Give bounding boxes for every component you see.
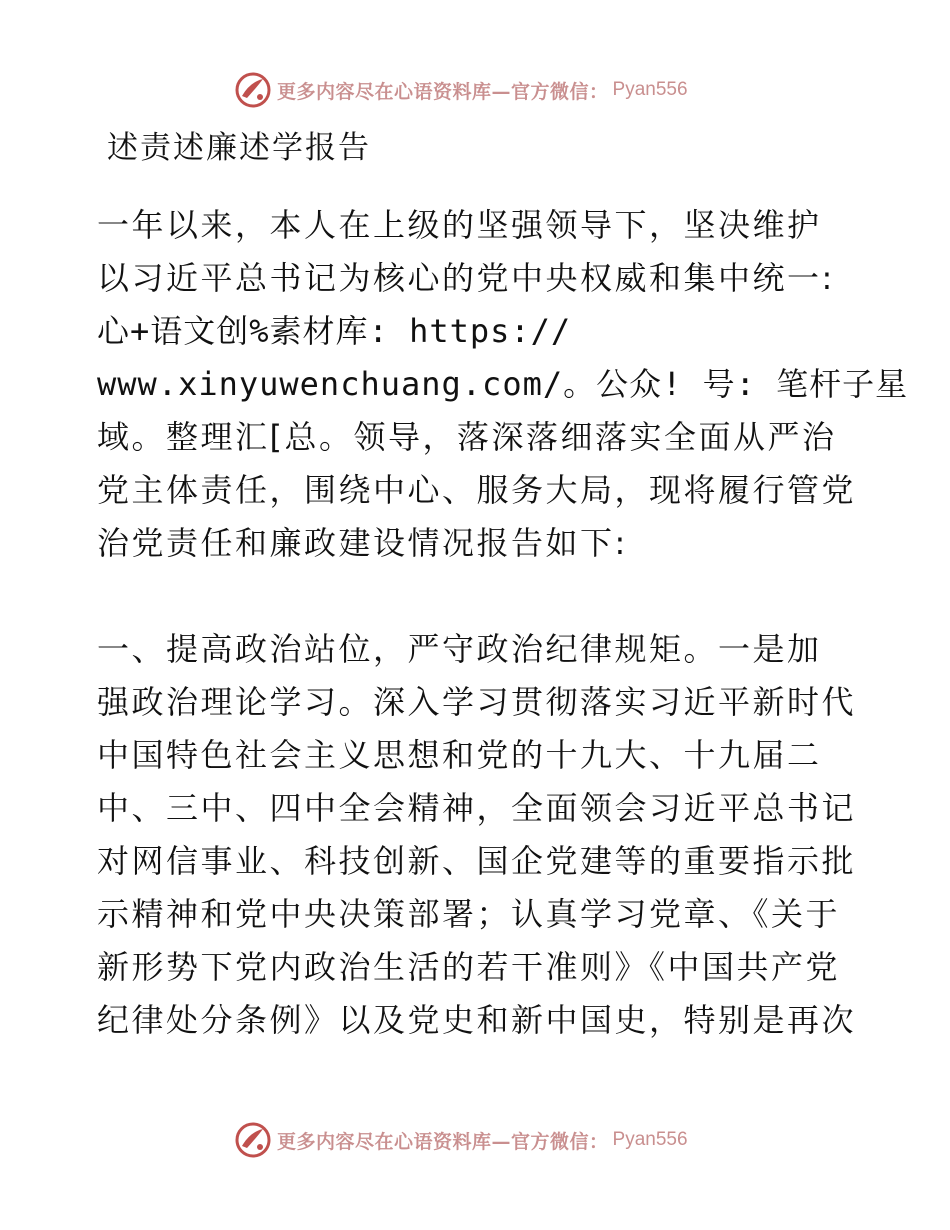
wechat-id: Pyan556 [612,1129,688,1150]
text-line: 域。整理汇[总。领导，落深落细落实全面从严治 [97,418,837,456]
text-line: 一、提高政治站位，严守政治纪律规矩。一是加 [97,630,822,668]
text-line: 对网信事业、科技创新、国企党建等的重要指示批 [97,842,857,880]
text-line: 纪律处分条例》以及党史和新中国史，特别是再次 [97,1001,857,1039]
paragraph-intro [97,199,909,570]
text-line: www.xinyuwenchuang.com/。公众! 号: 笔杆子星 [97,365,909,403]
brush-seal-icon [233,70,273,110]
text-line: 示精神和党中央决策部署；认真学习党章、《关于 [97,895,841,933]
text-line: 强政治理论学习。深入学习贯彻落实习近平新时代 [97,683,857,721]
wechat-id: Pyan556 [612,79,688,100]
document-title: 述责述廉述学报告 [107,130,371,166]
text-line: 以习近平总书记为核心的党中央权威和集中统一: [97,259,835,297]
footer-banner [233,1120,688,1160]
text-line: 党主体责任，围绕中心、服务大局，现将履行管党 [97,471,857,509]
banner-text: 更多内容尽在心语资料库—官方微信： [277,80,609,103]
brush-seal-icon [233,1120,273,1160]
text-line: 新形势下党内政治生活的若干准则》《中国共产党 [97,948,841,986]
text-line: 心+语文创%素材库: https:// [97,312,572,350]
banner-text: 更多内容尽在心语资料库—官方微信： [277,1130,609,1153]
text-line: 治党责任和廉政建设情况报告如下: [97,524,628,562]
text-line: 一年以来，本人在上级的坚强领导下，坚决维护 [97,206,822,244]
text-line: 中、三中、四中全会精神，全面领会习近平总书记 [97,789,857,827]
paragraph-section-one [97,623,857,1047]
header-banner [233,70,688,110]
text-line: 中国特色社会主义思想和党的十九大、十九届二 [97,736,822,774]
